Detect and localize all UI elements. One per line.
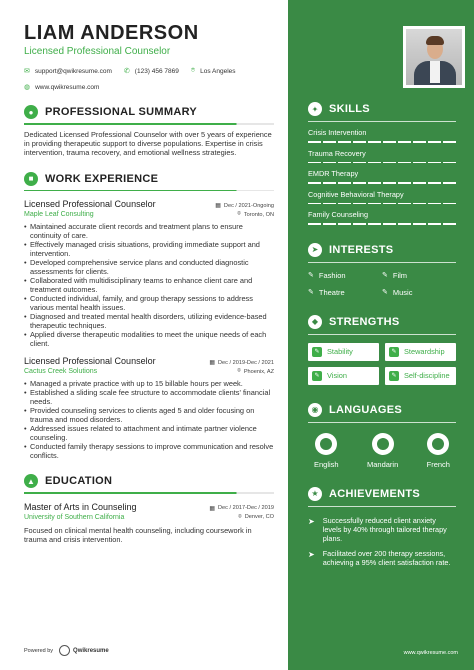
strength-pill: ✎ Vision [308,367,379,385]
skill-item [308,149,456,164]
divider [308,121,456,122]
footer-brand[interactable]: Qwikresume [73,647,109,654]
skill-item [308,210,456,225]
degree: Master of Arts in Counseling [24,501,137,512]
list-item: • Addressed issues related to attachment and intimate partner violence counseling. [24,424,274,442]
speech-bubble-icon: ◉ [308,403,322,417]
strength-pill: ✎ Stability [308,343,379,361]
achievements-heading: ACHIEVEMENTS [329,487,420,500]
skill-name: Family Counseling [308,210,369,219]
location-pin-icon: ⌾ [237,211,241,218]
experience-heading: WORK EXPERIENCE [45,172,159,185]
list-item: • Developed comprehensive service plans and conducted diagnostic assessments for clients. [24,258,274,276]
divider [24,123,274,125]
language-item: English [314,433,339,469]
skill-level-bar [308,203,456,205]
job-location: ⌾ Toronto, ON [237,211,274,218]
divider [24,190,274,192]
footer-powered: Powered by Qwikresume [24,645,109,656]
languages-header [308,403,456,417]
list-item: • Conducted individual, family, and group therapy sessions to address various mental health issues. [24,294,274,312]
calendar-icon: ▦ [209,360,216,367]
strengths-list [308,343,456,385]
interests-heading: INTERESTS [329,243,394,256]
education-entry [24,502,274,545]
job-title: Licensed Professional Counselor [24,356,156,367]
list-item: • Effectively managed crisis situations, providing immediate support and intervention. [24,240,274,258]
interests-list [308,271,456,297]
divider [308,506,456,507]
pencil-icon: ✎ [382,289,388,296]
list-item: • Diagnosed and treated mental health disorders, utilizing evidence-based therapeutic techniques. [24,312,274,330]
location-pin-icon: ⌾ [190,67,196,74]
job-date: ▦ Dec / 2021-Ongoing [215,202,274,210]
list-item: • Established a sliding scale fee structure to accommodate clients' financial needs. [24,388,274,406]
strengths-header [308,315,456,329]
language-item: Mandarin [367,433,398,469]
achievements-header [308,487,456,501]
list-item: • Conducted family therapy sessions to improve communication and resolve conflicts. [24,442,274,460]
pencil-icon: ✎ [308,272,314,279]
skill-level-bar [308,223,456,225]
skill-name: Cognitive Behavioral Therapy [308,189,404,199]
divider [308,422,456,423]
job-company: Maple Leaf Consulting [24,211,94,219]
checkmark-icon: ➤ [308,516,315,526]
strength-pill: ✎ Self-discipline [385,367,456,385]
contact-phone[interactable]: ✆ (123) 456 7869 [123,67,179,75]
skills-header [308,102,456,116]
phone-icon: ✆ [123,68,130,75]
interest-item: ✎ Fashion [308,270,346,280]
strength-pill: ✎ Stewardship [385,343,456,361]
interests-header [308,243,456,257]
contact-location: ⌾ Los Angeles [190,67,236,75]
job-company: Cactus Creek Solutions [24,368,98,376]
location-pin-icon: ⌾ [238,513,242,520]
languages-list [308,433,456,469]
skill-item [308,128,456,143]
education-date: ▦ Dec / 2017-Dec / 2019 [209,505,274,512]
list-item: • Provided counseling services to clients aged 5 and older focusing on trauma and mood disorders. [24,406,274,424]
list-item: • Managed a private practice with up to 15 billable hours per week. [24,379,274,388]
education-header [24,474,274,488]
divider [308,334,456,335]
education-text: Focused on clinical mental health counseling, including coursework in trauma and crisis intervention. [24,525,252,545]
skill-item [308,190,456,205]
candidate-name: LIAM ANDERSON [24,22,199,44]
divider [24,492,274,494]
paper-plane-icon: ➤ [308,243,322,257]
profile-photo [403,26,465,88]
pencil-icon: ✎ [312,371,322,381]
language-item: French [427,433,450,469]
footer-website[interactable]: www.qwikresume.com [403,650,458,656]
shield-icon: ◆ [308,315,322,329]
education-location: ⌾ Denver, CO [238,513,274,521]
divider [308,262,456,263]
achievement-item: ➤ Facilitated over 200 therapy sessions, achieving a 95% client satisfaction rate. [308,548,451,567]
skill-level-bar [308,141,456,143]
interest-item: ✎ Music [382,287,413,297]
list-item: • Collaborated with multidisciplinary teams to enhance client care and treatment outcomes. [24,276,274,294]
calendar-icon: ▦ [215,203,221,210]
job-location: ⌾ Phoenix, AZ [237,368,274,375]
pencil-icon: ✎ [389,347,399,357]
job-date: ▦ Dec / 2019-Dec / 2021 [209,359,274,367]
job-entry [24,199,274,348]
contact-website[interactable]: ◍ www.qwikresume.com [24,83,100,91]
contact-row [24,67,274,75]
graduation-cap-icon: ▲ [24,474,38,488]
experience-header [24,172,274,186]
summary-heading: PROFESSIONAL SUMMARY [45,106,198,118]
school: University of Southern California [24,513,125,521]
achievement-item: ➤ Successfully reduced client anxiety levels by 40% through tailored therapy plans. [308,515,447,543]
trophy-icon: ★ [308,487,322,501]
qwikresume-logo-icon [59,645,70,656]
interest-item: ✎ Theatre [308,287,345,297]
pencil-icon: ✎ [382,272,388,279]
list-item: • Maintained accurate client records and treatment plans to ensure continuity of care. [24,222,274,240]
language-level-ring [372,433,394,455]
skill-name: Trauma Recovery [308,148,366,158]
strengths-heading: STRENGTHS [329,315,400,328]
location-pin-icon: ⌾ [237,368,241,375]
skill-item [308,169,456,184]
list-item: • Applied diverse therapeutic modalities to meet the unique needs of each client. [24,330,274,348]
checkmark-icon: ➤ [308,549,315,559]
pencil-icon: ✎ [389,371,399,381]
job-bullets [24,222,274,348]
lightbulb-icon: ✦ [308,102,322,116]
language-level-ring [427,433,449,455]
globe-icon: ◍ [24,84,31,91]
skills-list [308,128,456,225]
person-icon: ● [24,105,38,119]
summary-header [24,105,274,119]
job-bullets [24,379,274,460]
email-icon: ✉ [24,68,30,75]
skill-level-bar [308,162,456,164]
language-level-ring [315,433,337,455]
education-heading: EDUCATION [45,475,113,488]
briefcase-icon: ■ [24,172,38,186]
pencil-icon: ✎ [308,289,314,296]
job-title: Licensed Professional Counselor [24,199,156,210]
summary-text: Dedicated Licensed Professional Counselor with over 5 years of experience in providing therapeutic support to diverse populations. Expertise in crisis intervention, trauma recovery, and emotional wellness strategies. [24,129,272,158]
candidate-title: Licensed Professional Counselor [24,46,171,57]
skill-name: Crisis Intervention [308,128,367,137]
skill-name: EMDR Therapy [308,169,359,178]
pencil-icon: ✎ [312,347,322,357]
skill-level-bar [308,182,456,184]
achievements-list [308,516,456,567]
skills-heading: SKILLS [329,103,370,115]
job-entry [24,356,274,460]
contact-email[interactable]: ✉ support@qwikresume.com [24,67,112,75]
languages-heading: LANGUAGES [329,403,402,416]
calendar-icon: ▦ [209,505,216,512]
sidebar [288,0,474,670]
interest-item: ✎ Film [382,270,408,280]
